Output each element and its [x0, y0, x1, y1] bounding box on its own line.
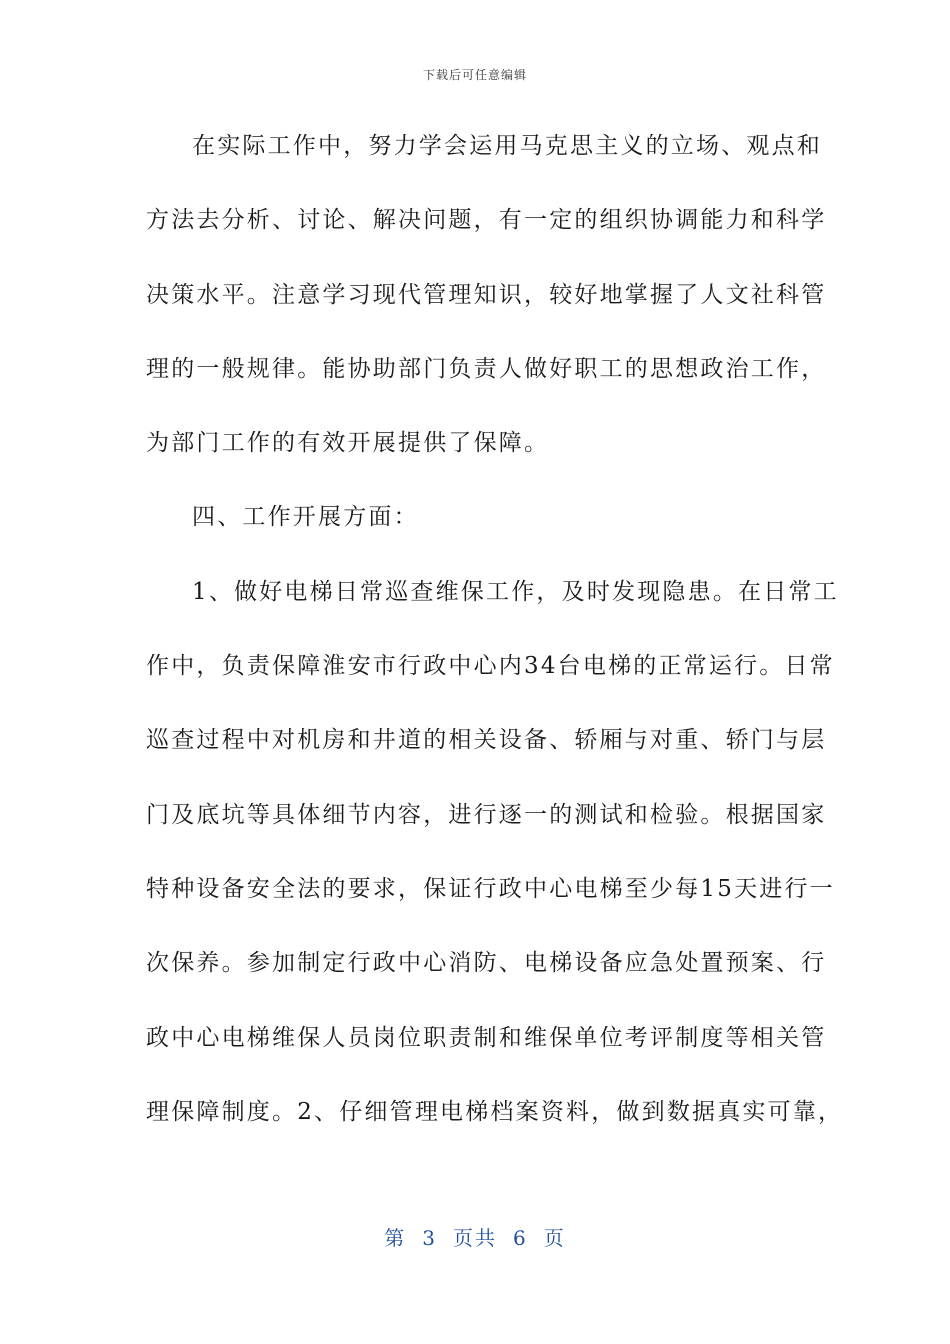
paragraph-line: 方法去分析、讨论、解决问题，有一定的组织协调能力和科学: [146, 207, 827, 234]
paragraph-line: 在实际工作中，努力学会运用马克思主义的立场、观点和: [192, 133, 822, 159]
paragraph-line: 巡查过程中对机房和井道的相关设备、轿厢与对重、轿门与层: [146, 727, 827, 754]
paragraph-line: 理的一般规律。能协助部门负责人做好职工的思想政治工作，: [146, 355, 827, 382]
paragraph-line: 理保障制度。2、仔细管理电梯档案资料，做到数据真实可靠，: [146, 1098, 844, 1125]
paragraph-line: 1、做好电梯日常巡查维保工作，及时发现隐患。在日常工: [192, 578, 839, 605]
paragraph-line: 政中心电梯维保人员岗位职责制和维保单位考评制度等相关管: [146, 1024, 827, 1051]
paragraph-line: 次保养。参加制定行政中心消防、电梯设备应急处置预案、行: [146, 950, 827, 977]
body-text: [146, 118, 844, 1158]
page-number-footer: [0, 1222, 950, 1251]
paragraph-line: 作中，负责保障淮安市行政中心内34台电梯的正常运行。日常: [146, 653, 835, 680]
page-middle-text: 页共: [453, 1226, 497, 1250]
page-suffix: 页: [543, 1226, 566, 1250]
paragraph-line: 特种设备安全法的要求，保证行政中心电梯至少每15天进行一: [146, 875, 835, 902]
section-heading: 四、工作开展方面：: [192, 504, 419, 531]
page-prefix: 第: [384, 1226, 407, 1250]
current-page-number: 3: [422, 1226, 437, 1250]
paragraph-line: 决策水平。注意学习现代管理知识，较好地掌握了人文社科管: [146, 281, 827, 308]
paragraph-line: 门及底坑等具体细节内容，进行逐一的测试和检验。根据国家: [146, 801, 827, 828]
header-note: 下载后可任意编辑: [422, 68, 527, 82]
total-pages-number: 6: [513, 1226, 528, 1250]
paragraph-line: 为部门工作的有效开展提供了保障。: [146, 430, 550, 457]
